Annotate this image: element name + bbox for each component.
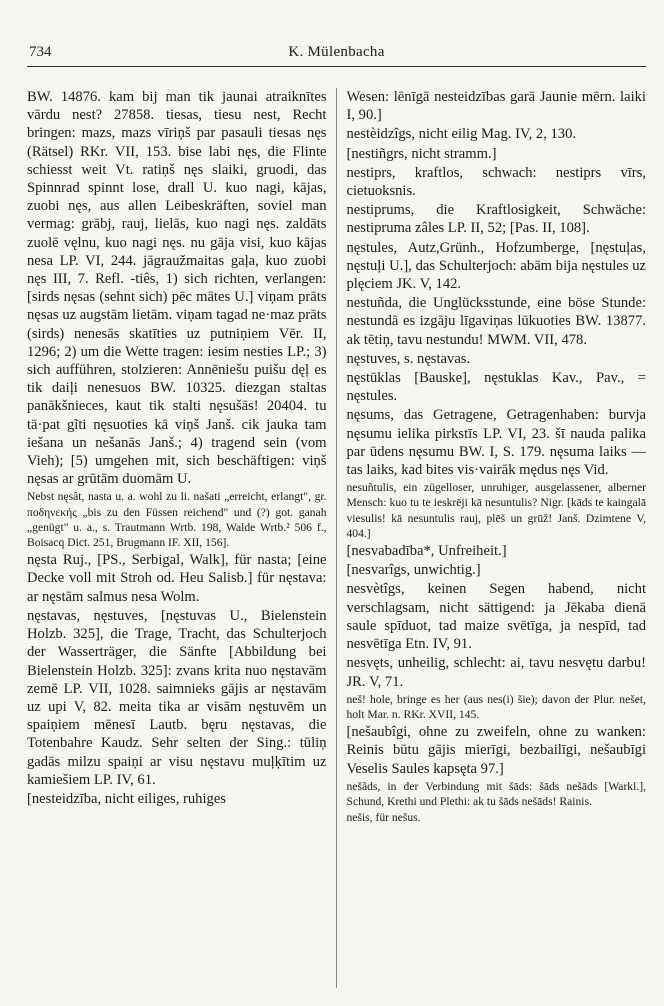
dictionary-entry: [nesvabadība*, Unfreiheit.] [346, 543, 507, 560]
page-header [27, 42, 646, 67]
dictionary-entry: Wesen: lēnīgā nesteidzības garā Jaunie mērn. laiki I, 90.] [346, 89, 646, 124]
dictionary-entry: nešãds, in der Verbindung mit šāds: šāds nešāds [Warkl.], Schund, Krethi und Plethi: ak tu šāds nešāds! Rainis. [346, 779, 646, 808]
text-columns [27, 88, 646, 988]
dictionary-entry: [nestiñgrs, nicht stramm.] [346, 145, 497, 162]
dictionary-entry: nęstūklas [Bauske], nęstuklas Kav., Pav., = nęstules. [346, 370, 646, 405]
left-column [27, 88, 337, 988]
dictionary-entry: nęstavas, nęstuves, [nęstuvas U., Bielenstein Holzb. 325], die Trage, Tracht, das Schulterjoch der Wasserträger, die Sänfte [Abbildung bei Bielenstein Holzb. 325]: zvans krita nuo nęstavām zemē LP. VII, 1028. saimnieks gājis ar nęstavām uz upi V, 82. meita tika ar visām nęstuvēm un spaiņiem mēnesī Lautb. bęru nęstavas, die Totenbahre Kaudz. Sehr selten der Sing.: tūliņ gadās milzu spaiņi ar visu nęstavu muļķītim uz kamiešiem LP. IV, 61. [27, 607, 327, 788]
running-head: K. Mülenbacha [288, 44, 385, 60]
page-number: 734 [29, 44, 52, 60]
dictionary-entry: nešis, für nešus. [346, 811, 421, 825]
dictionary-entry: nestuñda, die Unglücksstunde, eine böse Stunde: nestundā es izgāju līgaviņas lūkuoties BW. 13877. ak tētiņ, tavu nestundu! MWM. VII, 478. [346, 295, 646, 348]
dictionary-entry: nestiprs, kraftlos, schwach: nestiprs vīrs, cietuoksnis. [346, 164, 646, 200]
dictionary-entry: nesvètîgs, keinen Segen habend, nicht verschlagsam, nicht sättigend: ja Jēkaba dienā saule spīduot, tad maize svētīga, ja nespīd, tad nesvētīga Etn. IV, 91. [346, 581, 646, 653]
dictionary-entry: [nešaubîgi, ohne zu zweifeln, ohne zu wanken: Reinis būtu gājis mierīgi, bezbailīgi, nešaubīgi Veselis Saules kapsęta 97.] [346, 724, 646, 777]
dictionary-entry: nesvęts, unheilig, schlecht: ai, tavu nesvętu darbu! JR. V, 71. [346, 655, 646, 690]
dictionary-entry: nęsta Ruj., [PS., Serbigal, Walk], für nasta; [eine Decke voll mit Stroh od. Heu Salisb.] für nęstava: ar nęstām salmus nesa Wolm. [27, 552, 327, 605]
dictionary-entry: BW. 14876. kam bij man tik jaunai atraiknītes vārdu nest? 27858. tiesas, tiesu nest, Recht bringen: mazs, mazs vīriņš par pasauli tiesas nęs (Rätsel) RKr. VII, 153. bise labi nęs, die Flinte schiesst weit Vt. ratiņš nęs slaiki, gruodi, das Spinnrad spinnt lose, drall U. kuo nagi, kājas, zuobi nęs, aus allen Leibeskräften, soviel man vermag: grābj, rauj, lielās, kuo nagi nęs. zaldāts zuolē vęlnu, kuo nagi nęs. nu gāja visi, kuo kājas nesa LP. VI, 244. jāgraužmaitas gaļa, kuo zuobi nęs III, 7. Refl. -tiês, 1) sich richten, verlangen: [sirds nęsas (sehnt sich) pēc mātes U.] viņam prāts nęsas uz augstām lietām. viņam tagad ne·maz prāts (sirds) nenesās skatīties uz putniņiem Vēr. II, 1296; 2) um die Wette tragen: iesim nesties LP.; 3) sich aufführen, stolzieren: Annēniešu puišu dęļ es tik daiļi nenesuos BW. 10325. diezgan staltas panākšnieces, kaut tik stalti nęsušās! 20404. tu tā·pat gĩti nęsuoties kā viņš Janš. cik jauka tam iešana un nešanās Janš.; 4) tragend sein (vom Vieh); [5) umgehen mit, sich beschäftigen: viņš nęsas ar grūtām duomām U. [27, 89, 327, 488]
dictionary-entry: nestèidzîgs, nicht eilig Mag. IV, 2, 130. [346, 126, 577, 143]
dictionary-entry: Nebst nęsât, nasta u. a. wohl zu li. našati „erreicht, erlangt", gr. ποδηνεκής „bis zu den Füssen reichend" und (?) got. ganah „genügt" u. a., s. Trautmann Wrtb. 198, Walde Wrtb.² 506 f., Boisacq Dict. 251, Brugmann IF. XII, 156]. [27, 490, 327, 550]
dictionary-entry: nęstules, Autz,Grünh., Hofzumberge, [nęstuļas, nęstuļi U.], das Schulterjoch: abām bija nęstules uz plęciem JK. V, 142. [346, 239, 646, 293]
dictionary-entry: [nesvarîgs, unwichtig.] [346, 562, 481, 579]
right-column [337, 88, 647, 988]
dictionary-entry: [nesteidzība, nicht eiliges, ruhiges [27, 790, 226, 807]
dictionary-entry: nęstuves, s. nęstavas. [346, 350, 471, 367]
dictionary-entry: nestiprums, die Kraftlosigkeit, Schwäche: nestipruma zâles LP. II, 52; [Pas. II, 108]. [346, 202, 646, 237]
dictionary-entry: nęsums, das Getragene, Getragenhaben: burvja nęsumu ielika pirkstīs LP. VI, 23. šī nauda palika par ūdens nęsumu BW. I, S. 179. nęsuma laiks — tas laiks, kad bites vis·vairāk mędus nęs Vid. [346, 407, 646, 479]
dictionary-entry: nesuñtulis, ein zügelloser, unruhiger, ausgelassener, alberner Mensch: kuo tu te ieskrēji kā nesuntulis? Nigr. [kāds te kaingalā viesulis! kā nesuntulis rauj, plēš un grūž! Janš. Dzimtene V, 404.] [346, 481, 646, 540]
dictionary-entry: neš! hole, bringe es her (aus nes(i) šie); davon der Plur. nešet, holt Mar. n. RKr. XVII, 145. [346, 692, 646, 721]
